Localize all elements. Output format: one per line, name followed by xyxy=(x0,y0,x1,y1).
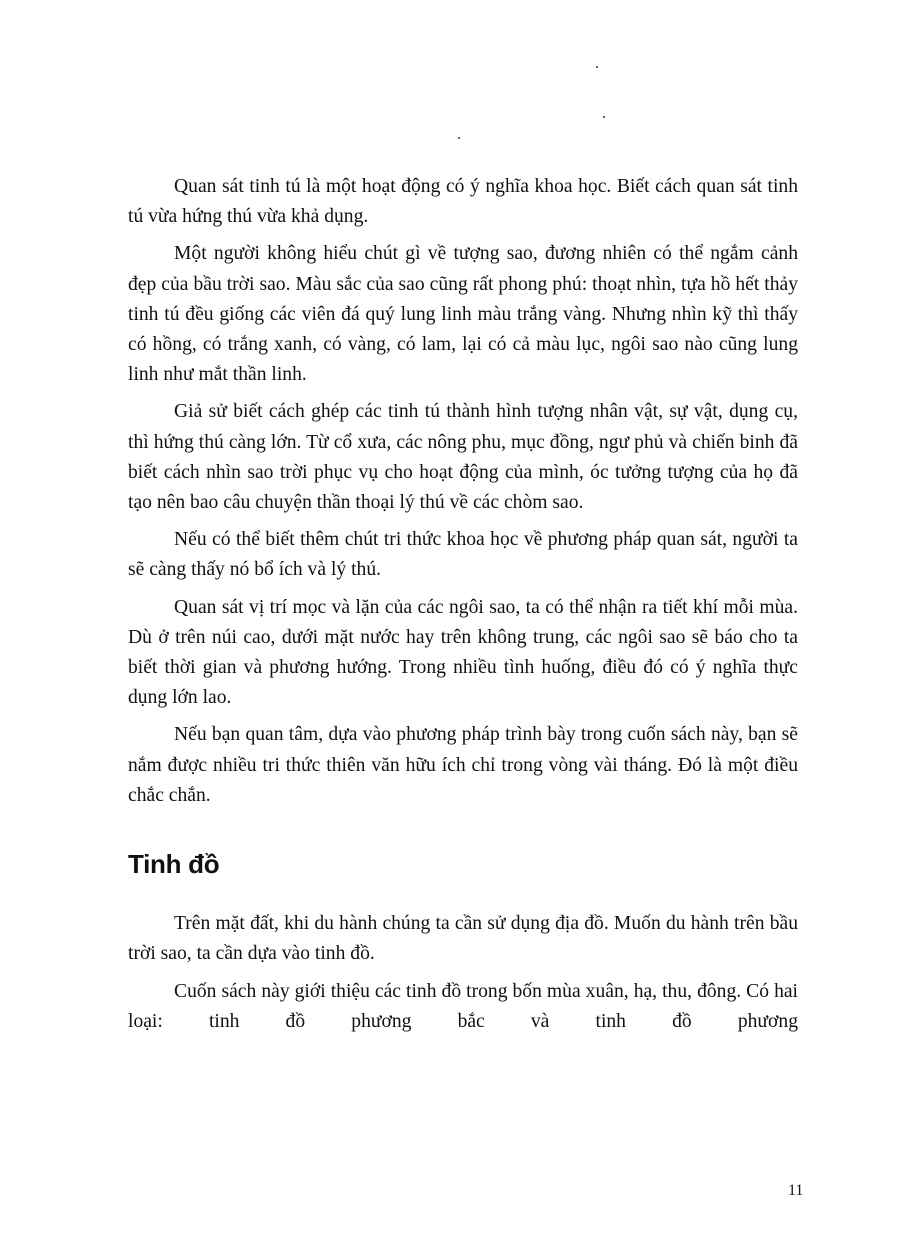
paragraph: Quan sát vị trí mọc và lặn của các ngôi sao, ta có thể nhận ra tiết khí mỗi mùa. Dù ở trên núi cao, dưới mặt nước hay trên không trung, các ngôi sao sẽ báo cho ta biết thời gian và phương hướng. Trong nhiều tình huống, điều đó có ý nghĩa thực dụng lớn lao. xyxy=(128,596,798,709)
paragraph: Trên mặt đất, khi du hành chúng ta cần sử dụng địa đồ. Muốn du hành trên bầu trời sao, ta cần dựa vào tinh đồ. xyxy=(128,913,798,965)
paragraph: Cuốn sách này giới thiệu các tinh đồ trong bốn mùa xuân, hạ, thu, đông. Có hai loại: tinh đồ phương bắc và tinh đồ phương xyxy=(128,980,798,1032)
page-number: 11 xyxy=(788,1182,804,1199)
scan-speck xyxy=(458,137,460,139)
body-text xyxy=(128,172,798,1044)
section-heading: Tinh đồ xyxy=(128,849,220,880)
paragraph: Nếu có thể biết thêm chút tri thức khoa học về phương pháp quan sát, người ta sẽ càng thấy nó bổ ích và lý thú. xyxy=(128,529,798,581)
paragraph: Giả sử biết cách ghép các tinh tú thành hình tượng nhân vật, sự vật, dụng cụ, thì hứng thú càng lớn. Từ cổ xưa, các nông phu, mục đồng, ngư phủ và chiến binh đã biết cách nhìn sao trời phục vụ cho hoạt động của mình, óc tưởng tượng của họ đã tạo nên bao câu chuyện thần thoại lý thú về các chòm sao. xyxy=(128,401,798,514)
paragraph: Quan sát tinh tú là một hoạt động có ý nghĩa khoa học. Biết cách quan sát tinh tú vừa hứng thú vừa khả dụng. xyxy=(128,176,798,228)
scan-speck xyxy=(596,66,598,68)
scan-speck xyxy=(603,116,605,118)
paragraph: Nếu bạn quan tâm, dựa vào phương pháp trình bày trong cuốn sách này, bạn sẽ nắm được nhiều tri thức thiên văn hữu ích chỉ trong vòng vài tháng. Đó là một điều chắc chắn. xyxy=(128,724,798,806)
paragraph: Một người không hiểu chút gì về tượng sao, đương nhiên có thể ngắm cảnh đẹp của bầu trời sao. Màu sắc của sao cũng rất phong phú: thoạt nhìn, tựa hồ hết thảy tinh tú đều giống các viên đá quý lung linh màu trắng vàng. Nhưng nhìn kỹ thì thấy có hồng, có trắng xanh, có vàng, có lam, lại có cả màu lục, ngôi sao nào cũng lung linh như mắt thần linh. xyxy=(128,243,798,386)
